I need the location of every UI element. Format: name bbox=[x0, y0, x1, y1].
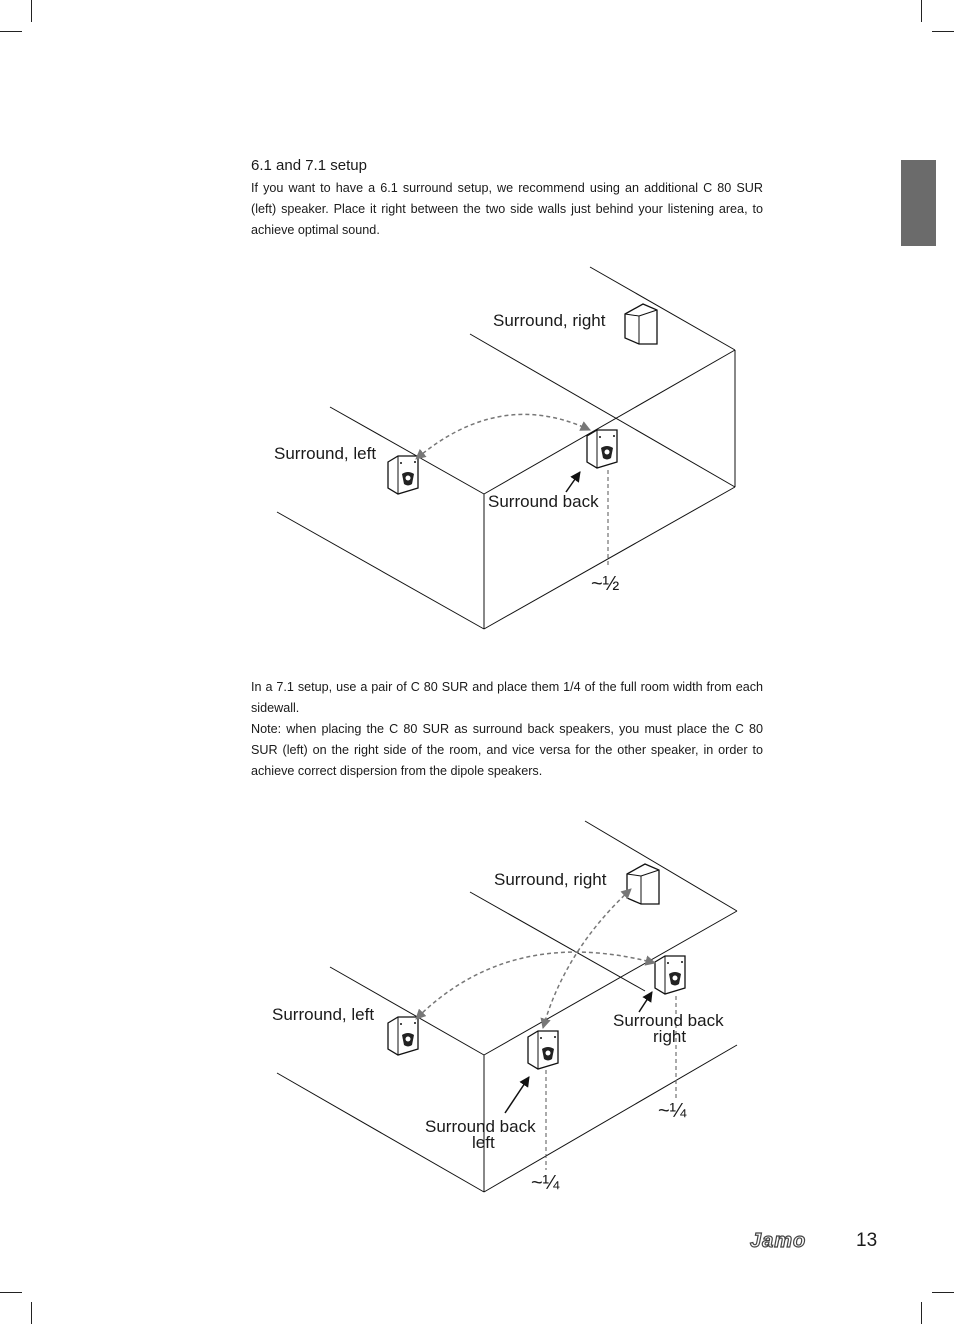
label-surround-left: Surround, left bbox=[274, 444, 377, 463]
label-surround-right: Surround, right bbox=[493, 311, 606, 330]
dispersion-arrow bbox=[416, 414, 590, 459]
speaker-surround-left-icon bbox=[388, 456, 418, 494]
label-surround-right: Surround, right bbox=[494, 870, 607, 889]
speaker-surround-back-left-icon bbox=[528, 1031, 558, 1069]
label-surround-back-right: Surround back bbox=[613, 1011, 724, 1030]
pointer-arrow bbox=[566, 472, 580, 492]
dispersion-arrow bbox=[416, 952, 655, 1019]
speaker-surround-back-icon bbox=[587, 430, 617, 468]
label-surround-back-left-2: left bbox=[472, 1133, 495, 1152]
page-number: 13 bbox=[856, 1230, 878, 1251]
speaker-surround-right-icon bbox=[625, 304, 657, 344]
label-surround-back-right-2: right bbox=[653, 1027, 687, 1046]
speaker-surround-right-icon bbox=[627, 864, 659, 904]
intro-paragraph: If you want to have a 6.1 surround setup, we recommend using an additional C 80 SUR (left) speaker. Place it right between the two side walls just behind your listening area, to achieve optimal sound. bbox=[251, 181, 763, 237]
label-surround-back: Surround back bbox=[488, 492, 599, 511]
speaker-surround-back-right-icon bbox=[655, 956, 685, 994]
label-surround-back-left: Surround back bbox=[425, 1117, 536, 1136]
label-half: ~½ bbox=[591, 573, 620, 595]
section-heading: 6.1 and 7.1 setup bbox=[251, 157, 367, 174]
note-paragraph: Note: when placing the C 80 SUR as surround back speakers, you must place the C 80 SUR (left) on the right side of the room, and vice versa for the other speaker, in order to achieve correct dispersion from the dipole speakers. bbox=[251, 722, 763, 778]
pointer-arrow bbox=[639, 992, 652, 1012]
label-surround-left: Surround, left bbox=[272, 1005, 375, 1024]
jamo-logo: Jamo bbox=[750, 1230, 807, 1252]
label-quarter-right: ~¼ bbox=[658, 1100, 687, 1122]
speaker-surround-left-icon bbox=[388, 1017, 418, 1055]
label-quarter-left: ~¼ bbox=[531, 1172, 560, 1194]
setup-71-paragraph: In a 7.1 setup, use a pair of C 80 SUR and place them 1/4 of the full room width from each sidewall. bbox=[251, 680, 763, 715]
pointer-arrow bbox=[505, 1077, 529, 1113]
